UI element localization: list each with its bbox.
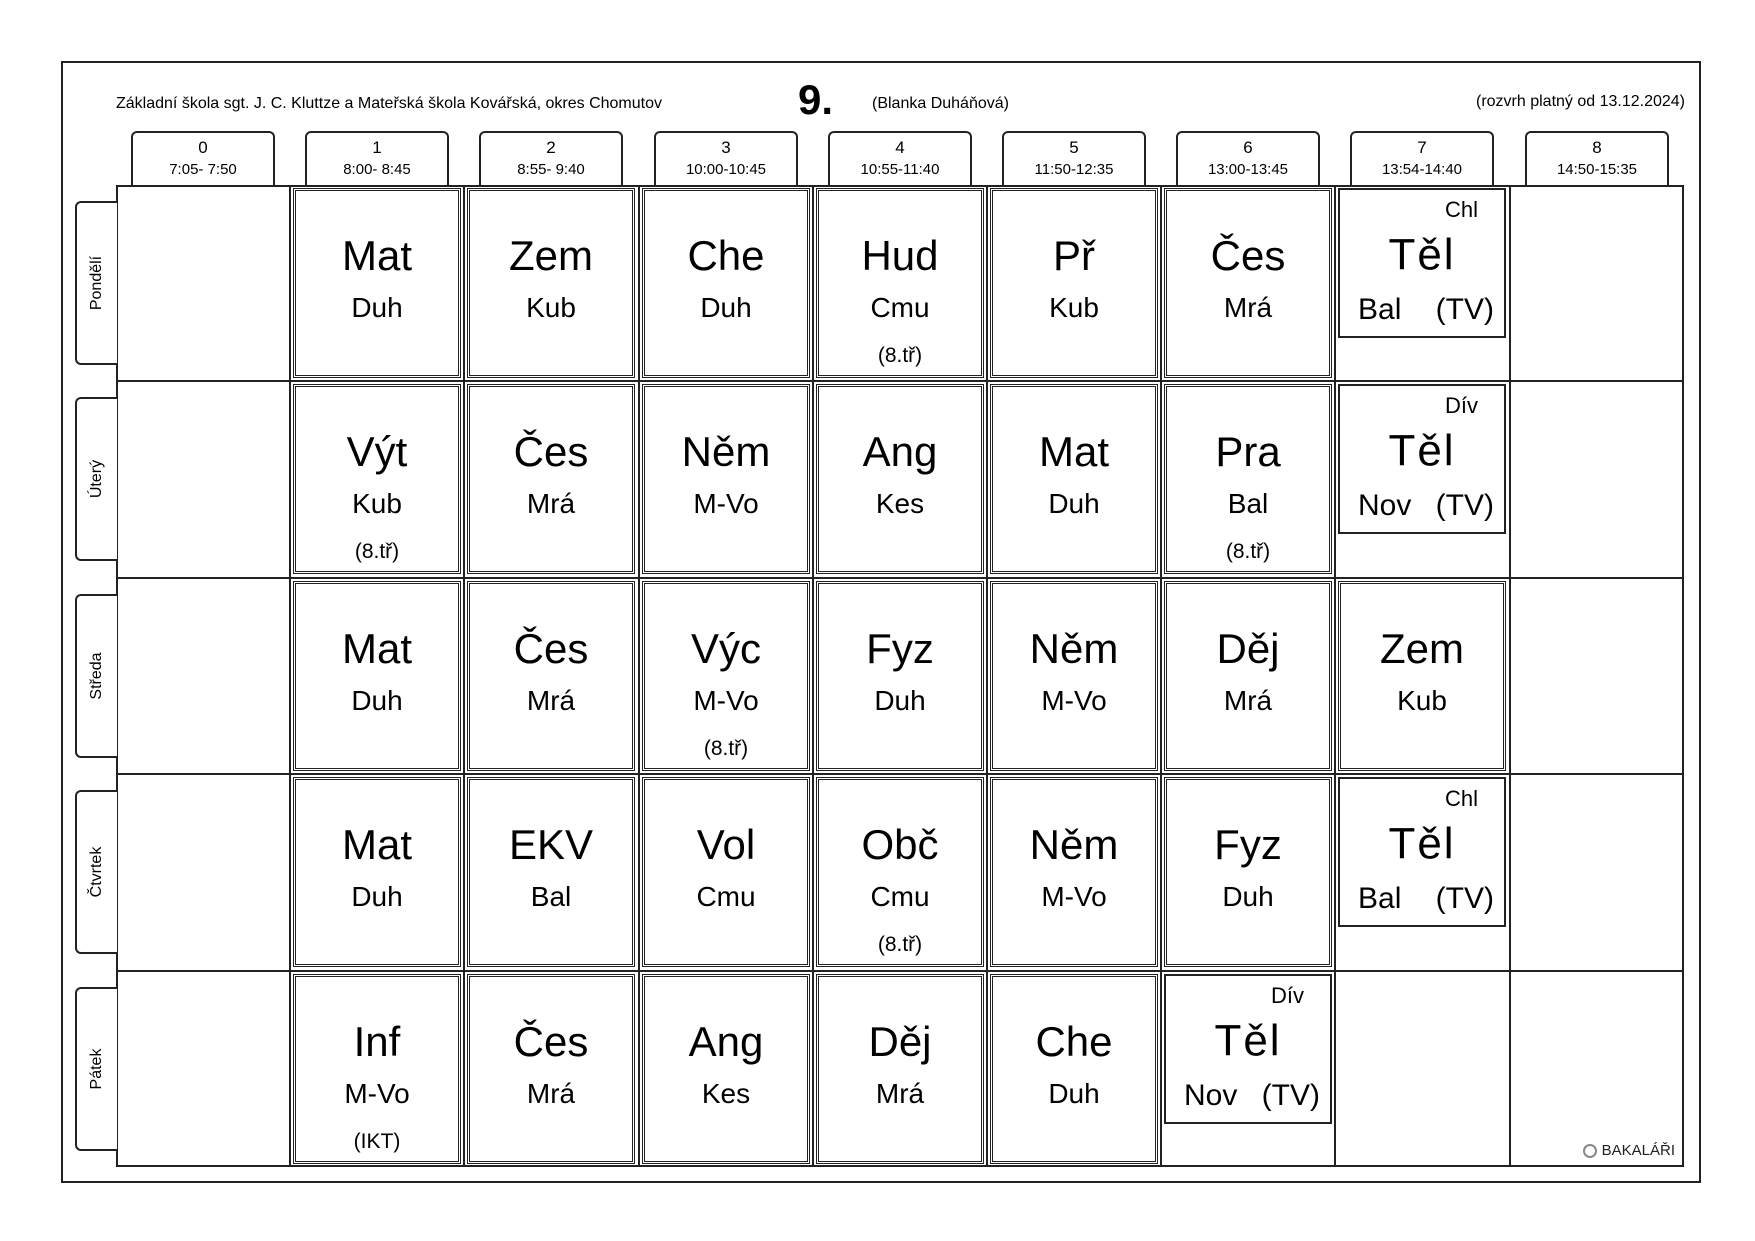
period-time: 8:55- 9:40: [517, 161, 585, 178]
lesson-cell[interactable]: [816, 384, 984, 574]
lesson-subject: Něm: [681, 428, 771, 475]
lesson-room: (8.tř): [703, 737, 749, 760]
lesson-teacher: M-Vo: [1041, 685, 1107, 716]
lesson-teacher: Bal: [1358, 882, 1402, 915]
lesson-teacher: Bal: [1358, 293, 1402, 326]
lesson-subject: Děj: [868, 1018, 932, 1065]
period-number: 3: [721, 138, 731, 157]
lesson-cell[interactable]: [467, 384, 635, 574]
grid-column-divider: [638, 185, 640, 1167]
lesson-teacher-room: [1358, 881, 1494, 917]
lesson-teacher: Mrá: [526, 488, 576, 519]
lesson-teacher: Duh: [351, 881, 403, 912]
lesson-subject: Výt: [346, 428, 408, 475]
lesson-room: (TV): [1435, 489, 1494, 522]
lesson-teacher: Duh: [1048, 1078, 1100, 1109]
lesson-cell[interactable]: [1338, 188, 1506, 338]
lesson-subject: Hud: [861, 232, 939, 279]
lesson-teacher: Kub: [1397, 685, 1447, 716]
period-tab-8: [1525, 131, 1669, 185]
lesson-teacher: Duh: [874, 685, 926, 716]
lesson-subject: Mat: [341, 625, 412, 672]
lesson-teacher-room: [1184, 1078, 1320, 1114]
lesson-cell[interactable]: [293, 384, 461, 574]
day-tab-4: [75, 987, 117, 1151]
bakalari-logo: [1583, 1142, 1675, 1159]
period-tab-1: [305, 131, 449, 185]
lesson-group: Dív: [1445, 393, 1478, 418]
lesson-room: (8.tř): [1225, 540, 1271, 563]
lesson-room: (TV): [1435, 882, 1494, 915]
day-tab-0: [75, 201, 117, 365]
lesson-teacher: Mrá: [1223, 685, 1273, 716]
lesson-room: (8.tř): [877, 933, 923, 956]
lesson-subject: Ang: [688, 1018, 764, 1065]
period-tab-2: [479, 131, 623, 185]
lesson-teacher-room: [1358, 488, 1494, 524]
period-number: 2: [546, 138, 556, 157]
period-number: 8: [1592, 138, 1602, 157]
lesson-cell[interactable]: [1164, 974, 1332, 1124]
grid-column-divider: [986, 185, 988, 1167]
lesson-teacher: Kub: [1049, 292, 1099, 323]
class-label: 9.: [798, 76, 834, 123]
lesson-teacher: Kub: [526, 292, 576, 323]
class-teacher: (Blanka Duháňová): [872, 95, 1009, 112]
period-time: 11:50-12:35: [1034, 161, 1114, 178]
grid-column-divider: [289, 185, 291, 1167]
period-number: 6: [1243, 138, 1253, 157]
period-time: 10:55-11:40: [860, 161, 940, 178]
lesson-subject: Čes: [513, 428, 589, 475]
day-name: Úterý: [88, 459, 105, 499]
lesson-room: (8.tř): [877, 344, 923, 367]
lesson-teacher: Mrá: [875, 1078, 925, 1109]
lesson-subject: Fyz: [1214, 821, 1282, 868]
lesson-cell[interactable]: [293, 777, 461, 967]
grid-column-divider: [1160, 185, 1162, 1167]
lesson-subject: Čes: [1210, 232, 1286, 279]
lesson-teacher: Mrá: [526, 685, 576, 716]
lesson-teacher-room: [1358, 292, 1494, 328]
period-time: 14:50-15:35: [1556, 161, 1638, 178]
period-number: 1: [372, 138, 382, 157]
lesson-teacher: Kes: [875, 488, 925, 519]
lesson-teacher: Duh: [351, 292, 403, 323]
lesson-cell[interactable]: [816, 581, 984, 771]
lesson-teacher: Duh: [1222, 881, 1274, 912]
grid-row-divider: [116, 380, 1684, 382]
period-tab-3: [654, 131, 798, 185]
grid-row-divider: [116, 970, 1684, 972]
lesson-subject: Inf: [353, 1018, 401, 1065]
lesson-subject: Těl: [1388, 819, 1456, 868]
lesson-subject: Mat: [1038, 428, 1109, 475]
lesson-cell[interactable]: [1164, 384, 1332, 574]
grid-column-divider: [1509, 185, 1511, 1167]
lesson-subject: Něm: [1029, 821, 1119, 868]
lesson-teacher: Nov: [1358, 489, 1412, 522]
lesson-cell[interactable]: [816, 974, 984, 1164]
lesson-subject: Pra: [1215, 428, 1281, 475]
lesson-teacher: Duh: [700, 292, 752, 323]
period-time: 13:00-13:45: [1207, 161, 1289, 178]
lesson-cell[interactable]: [293, 581, 461, 771]
lesson-cell[interactable]: [1164, 581, 1332, 771]
lesson-group: Chl: [1444, 786, 1478, 811]
lesson-teacher: Mrá: [526, 1078, 576, 1109]
period-time: 8:00- 8:45: [343, 161, 411, 178]
lesson-cell[interactable]: [293, 974, 461, 1164]
period-number: 7: [1417, 138, 1427, 157]
lesson-teacher: Nov: [1184, 1079, 1238, 1112]
period-tab-4: [828, 131, 972, 185]
lesson-teacher: Bal: [530, 881, 572, 912]
period-tab-7: [1350, 131, 1494, 185]
lesson-teacher: Mrá: [1223, 292, 1273, 323]
lesson-group: Chl: [1444, 197, 1478, 222]
lesson-group: Dív: [1271, 983, 1304, 1008]
lesson-teacher: Duh: [1048, 488, 1100, 519]
lesson-room: (IKT): [353, 1130, 401, 1153]
lesson-cell[interactable]: [1164, 777, 1332, 967]
school-name: Základní škola sgt. J. C. Kluttze a Mateřská škola Kovářská, okres Chomutov: [116, 95, 662, 112]
lesson-subject: Př: [1053, 232, 1095, 279]
lesson-cell[interactable]: [642, 974, 810, 1164]
lesson-subject: Che: [687, 232, 765, 279]
period-tab-5: [1002, 131, 1146, 185]
lesson-room: (TV): [1435, 293, 1494, 326]
lesson-cell[interactable]: [990, 188, 1158, 378]
lesson-cell[interactable]: [1338, 777, 1506, 927]
lesson-subject: Těl: [1388, 426, 1456, 475]
lesson-teacher: Cmu: [870, 292, 930, 323]
lesson-subject: Vol: [696, 821, 756, 868]
lesson-cell[interactable]: [816, 777, 984, 967]
lesson-teacher: Kes: [701, 1078, 751, 1109]
lesson-cell[interactable]: [642, 581, 810, 771]
lesson-subject: Zem: [509, 232, 593, 279]
lesson-subject: Mat: [341, 232, 412, 279]
lesson-cell[interactable]: [467, 777, 635, 967]
period-time: 7:05- 7:50: [169, 161, 237, 178]
grid-column-divider: [463, 185, 465, 1167]
lesson-cell[interactable]: [990, 974, 1158, 1164]
day-tab-2: [75, 594, 117, 758]
lesson-teacher: Bal: [1227, 488, 1269, 519]
lesson-cell[interactable]: [1338, 581, 1506, 771]
grid-column-divider: [1334, 185, 1336, 1167]
lesson-room: (TV): [1261, 1079, 1320, 1112]
lesson-subject: Něm: [1029, 625, 1119, 672]
period-number: 5: [1069, 138, 1079, 157]
lesson-subject: Výc: [690, 625, 761, 672]
lesson-cell[interactable]: [990, 581, 1158, 771]
lesson-subject: Fyz: [866, 625, 934, 672]
lesson-teacher: M-Vo: [693, 685, 759, 716]
bakalari-logo-text: BAKALÁŘI: [1601, 1142, 1675, 1159]
period-number: 0: [198, 138, 208, 157]
lesson-subject: Čes: [513, 625, 589, 672]
lesson-teacher: M-Vo: [344, 1078, 410, 1109]
lesson-subject: Obč: [861, 821, 939, 868]
lesson-subject: Che: [1035, 1018, 1113, 1065]
lesson-teacher: Cmu: [696, 881, 756, 912]
lesson-cell[interactable]: [467, 581, 635, 771]
lesson-subject: Zem: [1380, 625, 1464, 672]
day-name: Pátek: [88, 1048, 105, 1090]
lesson-cell[interactable]: [642, 384, 810, 574]
lesson-cell[interactable]: [1338, 384, 1506, 534]
lesson-cell[interactable]: [642, 188, 810, 378]
lesson-teacher: Cmu: [870, 881, 930, 912]
period-tab-0: [131, 131, 275, 185]
lesson-cell[interactable]: [990, 384, 1158, 574]
lesson-cell[interactable]: [467, 188, 635, 378]
lesson-subject: Čes: [513, 1018, 589, 1065]
lesson-cell[interactable]: [642, 777, 810, 967]
day-name: Čtvrtek: [88, 846, 105, 898]
period-time: 13:54-14:40: [1381, 161, 1463, 178]
day-name: Pondělí: [88, 255, 105, 311]
lesson-teacher: M-Vo: [1041, 881, 1107, 912]
lesson-teacher: Kub: [352, 488, 402, 519]
lesson-subject: Mat: [341, 821, 412, 868]
period-number: 4: [895, 138, 905, 157]
grid-row-divider: [116, 773, 1684, 775]
lesson-cell[interactable]: [1164, 188, 1332, 378]
lesson-subject: Těl: [1388, 230, 1456, 279]
validity-note: (rozvrh platný od 13.12.2024): [1475, 93, 1685, 110]
lesson-cell[interactable]: [467, 974, 635, 1164]
lesson-cell[interactable]: [990, 777, 1158, 967]
lesson-teacher: Duh: [351, 685, 403, 716]
lesson-subject: Ang: [862, 428, 938, 475]
day-tab-1: [75, 397, 117, 561]
grid-row-divider: [116, 577, 1684, 579]
day-name: Středa: [88, 652, 105, 700]
lesson-cell[interactable]: [816, 188, 984, 378]
period-time: 10:00-10:45: [685, 161, 767, 178]
period-tab-6: [1176, 131, 1320, 185]
grid-column-divider: [812, 185, 814, 1167]
lesson-subject: Děj: [1216, 625, 1280, 672]
lesson-teacher: M-Vo: [693, 488, 759, 519]
lesson-cell[interactable]: [293, 188, 461, 378]
lesson-subject: EKV: [508, 821, 594, 868]
lesson-room: (8.tř): [354, 540, 400, 563]
lesson-subject: Těl: [1214, 1016, 1282, 1065]
bakalari-logo-icon: [1583, 1144, 1597, 1158]
day-tab-3: [75, 790, 117, 954]
